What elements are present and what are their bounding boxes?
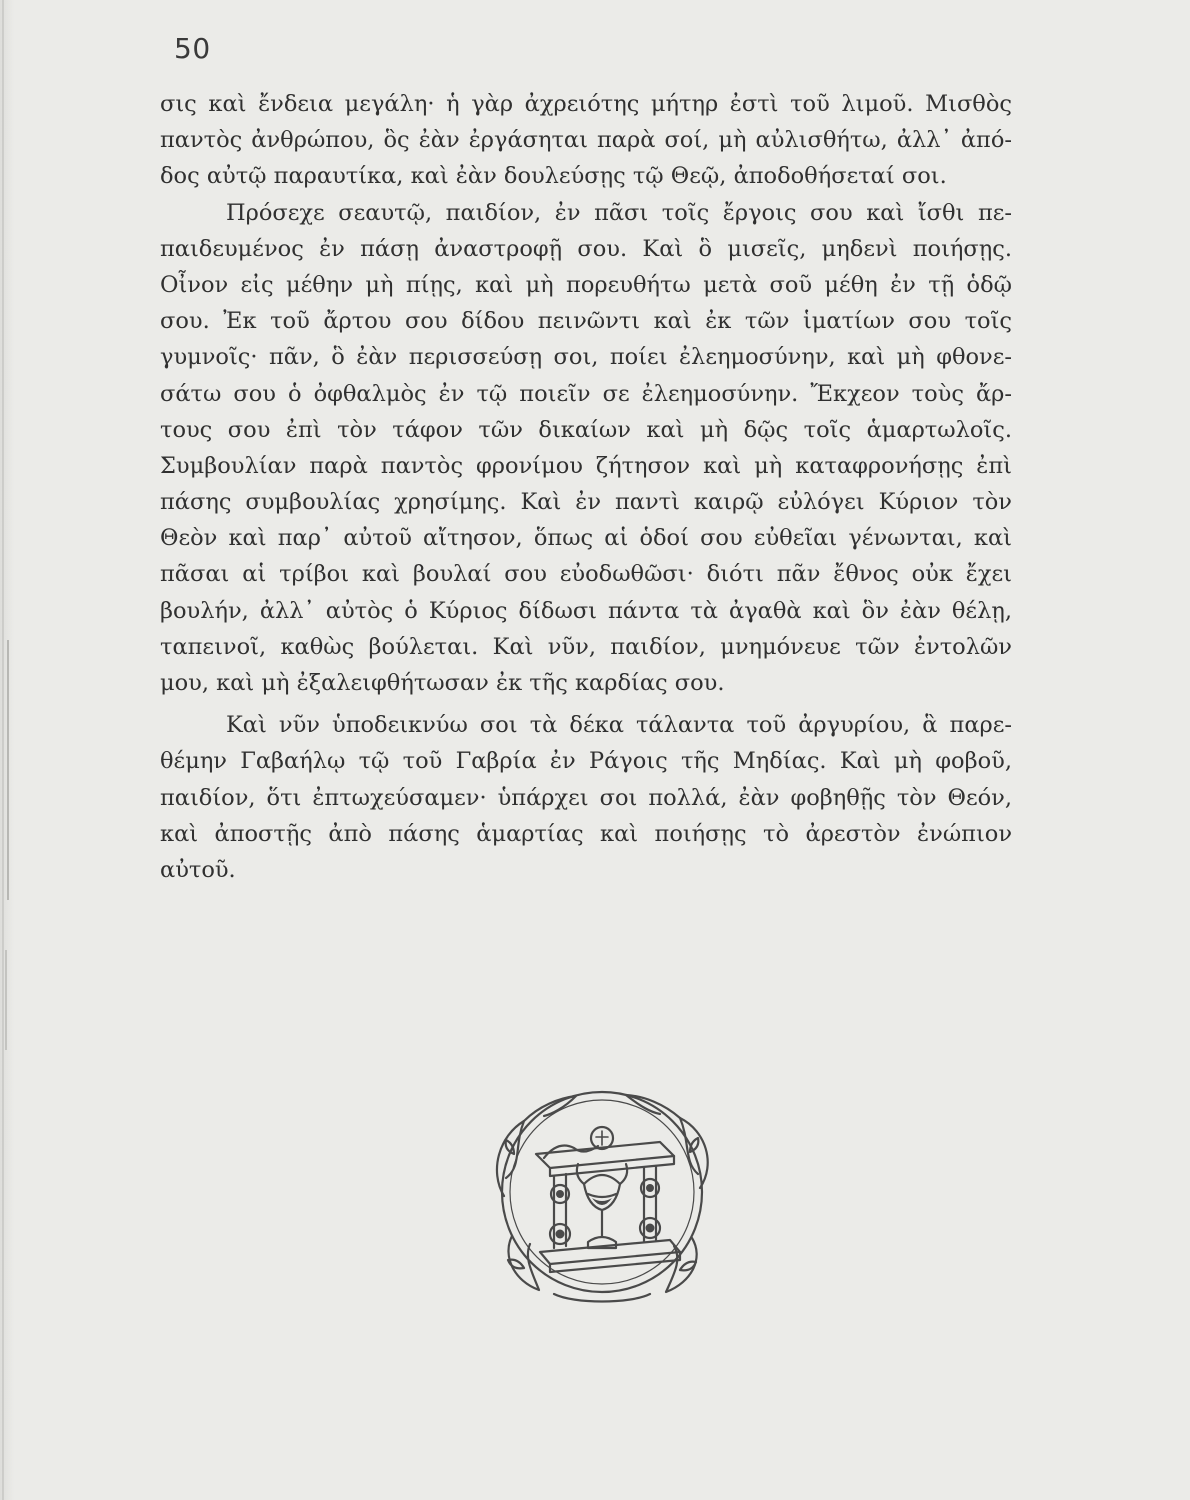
text-line: μου, καὶ μὴ ἐξαλειφθήτωσαν ἐκ τῆς καρδίας σου. xyxy=(160,670,725,696)
paragraph-2 xyxy=(160,195,1012,702)
text-line: πάσης συμβουλίας χρησίμης. Καὶ ἐν παντὶ καιρῷ εὐλόγει Κύριον τὸν xyxy=(160,489,1012,516)
text-line: αὐτοῦ. xyxy=(160,856,236,883)
text-line: δος αὐτῷ παραυτίκα, καὶ ἐὰν δουλεύσῃς τῷ Θεῷ, ἀποδοθήσεταί σοι. xyxy=(160,163,947,190)
paragraph-1 xyxy=(160,86,1012,195)
text-line: παντὸς ἀνθρώπου, ὃς ἐὰν ἐργάσηται παρὰ σοί, μὴ αὐλισθήτω, ἀλλ᾽ ἀπό- xyxy=(160,127,1012,154)
text-line: Συμβουλίαν παρὰ παντὸς φρονίμου ζήτησον καὶ μὴ καταφρονήσῃς ἐπὶ xyxy=(160,452,1012,479)
text-line: τους σου ἐπὶ τὸν τάφον τῶν δικαίων καὶ μὴ δῷς τοῖς ἁμαρτωλοῖς. xyxy=(160,416,1012,443)
text-line: παιδευμένος ἐν πάσῃ ἀναστροφῇ σου. Καὶ ὃ μισεῖς, μηδενὶ ποιήσῃς. xyxy=(160,235,1012,262)
text-line: θέμην Γαβαήλῳ τῷ τοῦ Γαβρία ἐν Ράγοις τῆς Μηδίας. Καὶ μὴ φοβοῦ, xyxy=(160,748,1012,775)
body-text xyxy=(160,86,1012,888)
text-line: βουλήν, ἀλλ᾽ αὐτὸς ὁ Κύριος δίδωσι πάντα τὰ ἀγαθὰ καὶ ὃν ἐὰν θέλῃ, xyxy=(160,597,1012,624)
text-line: σάτω σου ὁ ὀφθαλμὸς ἐν τῷ ποιεῖν σε ἐλεημοσύνην. Ἔκχεον τοὺς ἄρ- xyxy=(160,380,1012,407)
binding-edge-shadow xyxy=(0,0,18,1500)
text-line: σου. Ἐκ τοῦ ἄρτου σου δίδου πεινῶντι καὶ ἐκ τῶν ἱματίων σου τοῖς xyxy=(160,308,1012,335)
paragraph-3 xyxy=(160,707,1012,888)
text-line: ταπεινοῖ, καθὼς βούλεται. Καὶ νῦν, παιδίον, μνημόνευε τῶν ἐντολῶν xyxy=(160,633,1012,660)
text-line: γυμνοῖς· πᾶν, ὃ ἐὰν περισσεύσῃ σοι, ποίει ἐλεημοσύνην, καὶ μὴ φθονε- xyxy=(160,344,1012,371)
text-line: παιδίον, ὅτι ἐπτωχεύσαμεν· ὑπάρχει σοι πολλά, ἐὰν φοβηθῇς τὸν Θεόν, xyxy=(160,784,1012,811)
text-line: Θεὸν καὶ παρ᾽ αὐτοῦ αἴτησον, ὅπως αἱ ὁδοί σου εὐθεῖαι γένωνται, καὶ xyxy=(160,525,1012,552)
text-line: Πρόσεχε σεαυτῷ, παιδίον, ἐν πᾶσι τοῖς ἔργοις σου καὶ ἴσθι πε- xyxy=(226,199,1012,226)
text-line: Οἶνον εἰς μέθην μὴ πίῃς, καὶ μὴ πορευθήτω μετὰ σοῦ μέθη ἐν τῇ ὁδῷ xyxy=(160,271,1012,298)
text-line: σις καὶ ἔνδεια μεγάλη· ἡ γὰρ ἀχρειότης μήτηρ ἐστὶ τοῦ λιμοῦ. Μισθὸς xyxy=(160,91,1012,117)
page-number: 50 xyxy=(174,32,211,65)
text-line: καὶ ἀποστῇς ἀπὸ πάσης ἁμαρτίας καὶ ποιήσῃς τὸ ἀρεστὸν ἐνώπιον xyxy=(160,820,1012,847)
text-line: Καὶ νῦν ὑποδεικνύω σοι τὰ δέκα τάλαντα τοῦ ἀργυρίου, ἃ παρε- xyxy=(226,712,1012,739)
eucharist-vignette-icon xyxy=(484,1076,720,1308)
text-line: πᾶσαι αἱ τρίβοι καὶ βουλαί σου εὐοδωθῶσι· διότι πᾶν ἔθνος οὐκ ἔχει xyxy=(160,561,1012,588)
